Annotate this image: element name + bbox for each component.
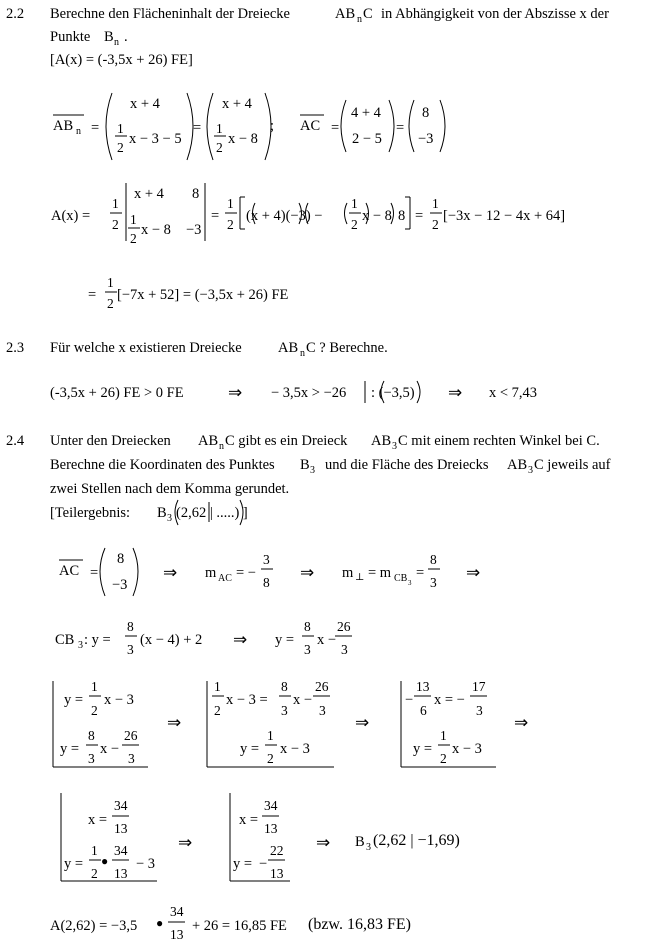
line-eq: x −: [317, 632, 337, 648]
frac-num: 34: [114, 843, 128, 858]
division: : (−3,5): [371, 385, 415, 401]
equals: =: [211, 208, 220, 224]
det-entry: 8: [192, 186, 200, 202]
inequality: − 3,5x > −26: [271, 385, 347, 401]
subscript-3: 3: [167, 513, 172, 524]
section-number-2-3: 2.3: [6, 340, 25, 356]
implies-arrow: ⇒: [355, 713, 370, 733]
slope-label: m: [342, 565, 354, 581]
partial-result: [Teilergebnis:: [50, 505, 131, 521]
frac-num: 26: [124, 728, 138, 743]
task-text: C ? Berechne.: [306, 340, 388, 356]
semicolon: ;: [270, 118, 275, 134]
multiply-dot: ●: [156, 916, 164, 930]
frac-num: 1: [91, 843, 98, 858]
frac-den: 2: [227, 217, 234, 232]
implies-arrow: ⇒: [228, 383, 243, 403]
equals: =: [416, 565, 425, 581]
frac-den: 3: [476, 703, 483, 718]
task-text: Für welche x existieren Dreiecke: [50, 340, 242, 356]
sys-eq: y =: [240, 741, 260, 757]
subscript-3: 3: [528, 465, 533, 476]
sys-eq: y =: [64, 692, 84, 708]
frac-den: 6: [420, 703, 427, 718]
partial-result: (2,62 | .....) ]: [176, 505, 248, 521]
period: .: [124, 29, 128, 45]
frac-den: 2: [216, 140, 223, 155]
section-number-2-2: 2.2: [6, 6, 25, 22]
frac-den: 2: [432, 217, 439, 232]
given-result: [A(x) = (-3,5x + 26) FE]: [50, 52, 193, 68]
implies-arrow: ⇒: [466, 563, 481, 583]
subscript-n: n: [300, 348, 305, 359]
sys-eq: x =: [88, 812, 108, 828]
task-text: und die Fläche des Dreiecks: [325, 457, 489, 473]
matrix-entry: 8: [422, 105, 430, 121]
matrix-entry: 8: [117, 551, 125, 567]
subscript-perp: ⊥: [355, 572, 365, 583]
matrix-entry: x + 4: [130, 96, 160, 112]
frac-num: 13: [416, 679, 430, 694]
area-function-label: A(x) =: [51, 208, 91, 224]
matrix-entry: x + 4: [222, 96, 252, 112]
subscript-n: n: [76, 126, 81, 137]
frac-den: 3: [430, 575, 437, 590]
frac-den: 2: [112, 217, 119, 232]
sys-eq: y =: [233, 856, 253, 872]
frac-den: 2: [91, 866, 98, 881]
frac-den: 3: [127, 642, 134, 657]
inequality-result: x < 7,43: [489, 385, 538, 401]
frac-num: 1: [440, 728, 447, 743]
line-eq: (x − 4) + 2: [140, 632, 203, 648]
triangle-label-c: C: [363, 6, 373, 22]
frac-num: 22: [270, 843, 284, 858]
subscript-n: n: [219, 441, 224, 452]
equals: =: [88, 287, 97, 303]
frac-num: 1: [112, 196, 119, 211]
area-result: [−7x + 52] = (−3,5x + 26) FE: [117, 287, 289, 303]
frac-den: 13: [114, 866, 128, 881]
sys-eq: x − 3: [104, 692, 134, 708]
frac-den: 2: [267, 751, 274, 766]
frac-num: 1: [107, 275, 114, 290]
frac-num: 8: [430, 552, 437, 567]
implies-arrow: ⇒: [448, 383, 463, 403]
frac-den: 3: [281, 703, 288, 718]
det-entry: −3: [186, 222, 202, 238]
subscript-3: 3: [392, 441, 397, 452]
frac-num: 1: [117, 121, 124, 136]
inequality: (-3,5x + 26) FE > 0 FE: [50, 385, 184, 401]
sys-eq: y =: [60, 741, 80, 757]
point-label: B: [104, 29, 114, 45]
minus: −: [259, 856, 268, 872]
line-eq: : y =: [84, 632, 111, 648]
frac-num: 1: [351, 196, 358, 211]
frac-num: 26: [315, 679, 329, 694]
frac-num: 34: [264, 798, 278, 813]
implies-arrow: ⇒: [233, 630, 248, 650]
triangle-label: AB: [335, 6, 356, 22]
task-text: C mit einem rechten Winkel bei C.: [398, 433, 600, 449]
det-entry: x + 4: [134, 186, 164, 202]
triangle-label: AB: [371, 433, 392, 449]
task-text: Berechne die Koordinaten des Punktes: [50, 457, 275, 473]
vector-ab-label: AB: [53, 118, 74, 134]
frac-num: 8: [88, 728, 95, 743]
expansion: (x + 4)(−3) −: [246, 208, 323, 224]
point-label: B: [157, 505, 167, 521]
task-text: Punkte: [50, 29, 91, 45]
line-eq: y =: [275, 632, 295, 648]
frac-num: 1: [227, 196, 234, 211]
frac-num: 1: [216, 121, 223, 136]
subscript-n: n: [357, 14, 362, 25]
frac-den: 2: [107, 296, 114, 311]
slope-label: m: [205, 565, 217, 581]
matrix-entry: −3: [112, 577, 128, 593]
area-calc: + 26 = 16,85 FE: [192, 918, 287, 934]
matrix-entry: x − 3 − 5: [129, 131, 182, 147]
implies-arrow: ⇒: [163, 563, 178, 583]
frac-den: 3: [319, 703, 326, 718]
equals: =: [90, 565, 99, 581]
subscript-3: 3: [408, 579, 412, 587]
frac-num: 8: [281, 679, 288, 694]
frac-num: 34: [170, 904, 184, 919]
subscript-n: n: [114, 37, 119, 48]
task-text: Unter den Dreiecken: [50, 433, 171, 449]
triangle-label: AB: [278, 340, 299, 356]
vector-ac-label: AC: [59, 563, 80, 579]
triangle-label: AB: [198, 433, 219, 449]
frac-num: 1: [214, 679, 221, 694]
det-entry: x − 8: [141, 222, 171, 238]
point-b3-result: (2,62 | −1,69): [373, 832, 460, 849]
task-text: Berechne den Flächeninhalt der Dreiecke: [50, 6, 290, 22]
equals: =: [91, 120, 100, 136]
frac-den: 13: [170, 927, 184, 942]
frac-den: 3: [304, 642, 311, 657]
task-text: C jeweils auf: [534, 457, 611, 473]
implies-arrow: ⇒: [514, 713, 529, 733]
sys-eq: x − 3 =: [226, 692, 268, 708]
equals: =: [396, 120, 405, 136]
implies-arrow: ⇒: [300, 563, 315, 583]
sys-eq: x = −: [434, 692, 465, 708]
implies-arrow: ⇒: [316, 833, 331, 853]
vector-ac-label: AC: [300, 118, 321, 134]
expansion: x − 8: [362, 208, 392, 224]
matrix-entry: −3: [418, 131, 434, 147]
area-calc: A(2,62) = −3,5: [50, 918, 138, 934]
task-text: in Abhängigkeit von der Abszisse x der: [381, 6, 609, 22]
line-label: CB: [55, 632, 75, 648]
frac-num: 34: [114, 798, 128, 813]
sys-eq: y =: [413, 741, 433, 757]
frac-num: 1: [91, 679, 98, 694]
multiply-dot: ●: [101, 854, 109, 868]
triangle-label: AB: [507, 457, 528, 473]
equals: =: [415, 208, 424, 224]
equals: =: [331, 120, 340, 136]
sys-eq: x − 3: [280, 741, 310, 757]
frac-den: 2: [440, 751, 447, 766]
subscript-3: 3: [78, 640, 83, 651]
subscript-3: 3: [310, 465, 315, 476]
frac-den: 3: [341, 642, 348, 657]
subscript-3: 3: [366, 842, 371, 853]
subscript-cb: CB: [394, 573, 408, 584]
frac-num: 3: [263, 552, 270, 567]
subscript-ac: AC: [218, 573, 232, 584]
frac-den: 13: [270, 866, 284, 881]
sys-eq: y =: [64, 856, 84, 872]
implies-arrow: ⇒: [167, 713, 182, 733]
frac-num: 1: [130, 212, 137, 227]
frac-num: 1: [267, 728, 274, 743]
frac-den: 13: [114, 821, 128, 836]
frac-num: 17: [472, 679, 486, 694]
slope-eq: = m: [368, 565, 392, 581]
sys-eq: − 3: [136, 856, 156, 872]
frac-den: 3: [88, 751, 95, 766]
area-alt: (bzw. 16,83 FE): [308, 916, 411, 933]
section-number-2-4: 2.4: [6, 433, 25, 449]
frac-den: 3: [128, 751, 135, 766]
sys-eq: x −: [100, 741, 120, 757]
slope-eq: = −: [236, 565, 256, 581]
frac-den: 2: [351, 217, 358, 232]
frac-den: 2: [91, 703, 98, 718]
implies-arrow: ⇒: [178, 833, 193, 853]
matrix-entry: x − 8: [228, 131, 258, 147]
task-text: C gibt es ein Dreieck: [225, 433, 348, 449]
frac-den: 2: [130, 231, 137, 246]
expansion: [−3x − 12 − 4x + 64]: [443, 208, 566, 224]
frac-den: 2: [117, 140, 124, 155]
sys-eq: x − 3: [452, 741, 482, 757]
frac-den: 2: [214, 703, 221, 718]
task-text: zwei Stellen nach dem Komma gerundet.: [50, 481, 290, 497]
point-label: B: [300, 457, 310, 473]
frac-den: 8: [263, 575, 270, 590]
matrix-entry: 2 − 5: [352, 131, 382, 147]
matrix-entry: 4 + 4: [351, 105, 381, 121]
expansion: 8: [398, 208, 406, 224]
frac-num: 1: [432, 196, 439, 211]
sys-eq: x −: [293, 692, 313, 708]
sys-eq: x =: [239, 812, 259, 828]
point-label: B: [355, 834, 365, 850]
minus: −: [405, 692, 414, 708]
frac-num: 26: [337, 619, 351, 634]
equals: =: [193, 120, 202, 136]
frac-num: 8: [127, 619, 134, 634]
frac-den: 13: [264, 821, 278, 836]
frac-num: 8: [304, 619, 311, 634]
